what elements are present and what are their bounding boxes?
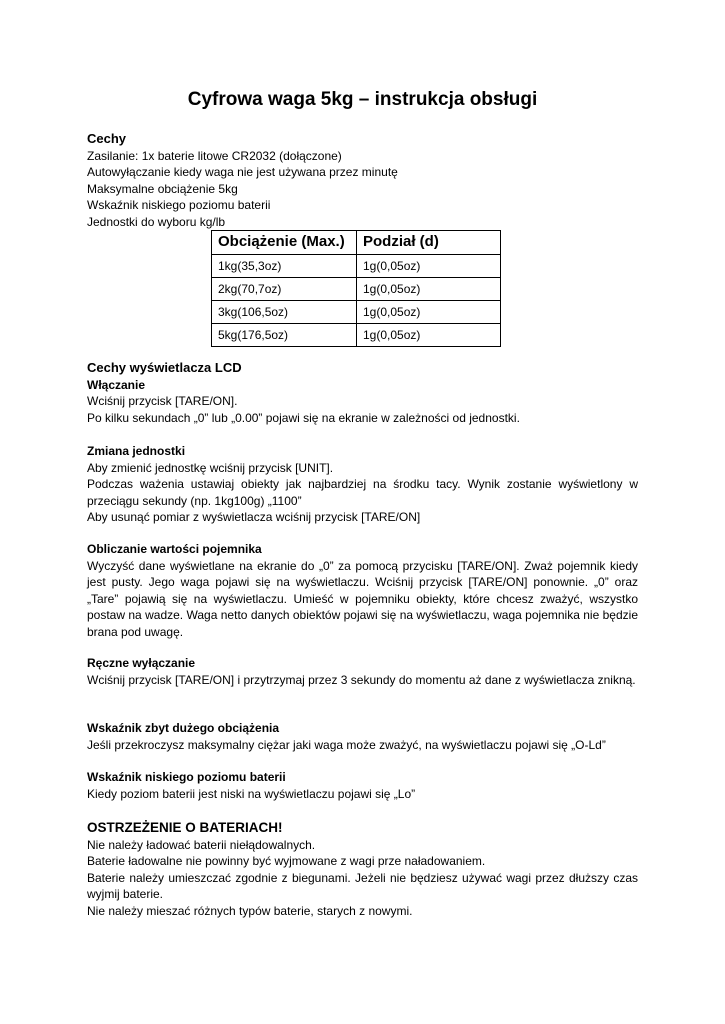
manual-off-section: [87, 655, 638, 688]
feature-line: Jednostki do wyboru kg/lb: [87, 214, 226, 229]
document-title: Cyfrowa waga 5kg – instrukcja obsługi: [187, 89, 538, 110]
table-cell: 1g(0,05oz): [357, 324, 501, 347]
feature-line: Maksymalne obciążenie 5kg: [87, 181, 238, 196]
low-battery-section: [87, 769, 638, 802]
features-heading: Cechy: [87, 131, 127, 146]
lcd-section: [87, 360, 638, 426]
unit-change-line: Aby zmienić jednostkę wciśnij przycisk [UNIT].: [87, 460, 334, 475]
battery-warning-line: Nie należy ładować baterii niełądowalnych.: [87, 837, 316, 852]
table-cell: 2kg(70,7oz): [212, 278, 357, 301]
capacity-table: [211, 230, 501, 347]
battery-warning-heading: OSTRZEŻENIE O BATERIACH!: [87, 820, 283, 835]
table-header-row: [212, 231, 501, 255]
power-on-line: Wciśnij przycisk [TARE/ON].: [87, 394, 238, 409]
table-header-division: Podział (d): [357, 231, 501, 255]
table-row: [212, 255, 501, 278]
power-on-heading: Włączanie: [87, 377, 146, 392]
table-header-load: Obciążenie (Max.): [212, 231, 357, 255]
unit-change-section: [87, 443, 638, 526]
table-row: [212, 278, 501, 301]
battery-warning-section: [87, 820, 638, 920]
power-on-line: Po kilku sekundach „0” lub „0.00” pojawi się na ekranie w zależności od jednostki.: [87, 410, 520, 425]
table-cell: 1g(0,05oz): [357, 278, 501, 301]
manual-off-heading: Ręczne wyłączanie: [87, 656, 196, 670]
table-cell: 1kg(35,3oz): [212, 255, 357, 278]
table-cell: 1g(0,05oz): [357, 255, 501, 278]
features-section: [87, 131, 638, 231]
unit-change-line: Aby usunąć pomiar z wyświetlacza wciśnij przycisk [TARE/ON]: [87, 510, 421, 525]
unit-change-heading: Zmiana jednostki: [87, 444, 186, 458]
feature-line: Wskaźnik niskiego poziomu baterii: [87, 198, 271, 213]
low-battery-line: Kiedy poziom baterii jest niski na wyświetlaczu pojawi się „Lo”: [87, 786, 416, 801]
overload-section: [87, 720, 638, 753]
table-row: [212, 301, 501, 324]
tare-heading: Obliczanie wartości pojemnika: [87, 542, 262, 556]
table-cell: 1g(0,05oz): [357, 301, 501, 324]
unit-change-paragraph: Podczas ważenia ustawiaj obiekty jak najbardziej na środku tacy. Wynik zostanie wyświetlony w przeciągu sekundy (np. 1kg100g) „1100”: [87, 477, 638, 508]
feature-line: Zasilanie: 1x baterie litowe CR2032 (dołączone): [87, 148, 342, 163]
low-battery-heading: Wskaźnik niskiego poziomu baterii: [87, 770, 286, 784]
overload-heading: Wskaźnik zbyt dużego obciążenia: [87, 721, 280, 735]
table-row: [212, 324, 501, 347]
tare-paragraph: Wyczyść dane wyświetlane na ekranie do „0” za pomocą przycisku [TARE/ON]. Zważ pojemnik kiedy jest pusty. Jego waga pojawi się na wyświetlaczu. Wciśnij przycisk [TARE/ON] ponownie. „0” oraz „Tare” pojawią się na wyświetlaczu. Umieść w pojemniku obiekty, które chcesz zważyć, wszystko postaw na wadze. Waga netto danych obiektów pojawi się na wyświetlaczu, waga pojemnika nie będzie brana pod uwagę.: [87, 558, 638, 639]
lcd-heading: Cechy wyświetlacza LCD: [87, 360, 242, 375]
tare-section: [87, 541, 638, 641]
battery-warning-paragraph: Baterie należy umieszczać zgodnie z biegunami. Jeżeli nie będziesz używać wagi przez dłuższy czas wyjmij baterie.: [87, 870, 638, 902]
battery-warning-line: Baterie ładowalne nie powinny być wyjmowane z wagi prze naładowaniem.: [87, 854, 486, 869]
feature-line: Autowyłączanie kiedy waga nie jest używana przez minutę: [87, 165, 398, 180]
battery-warning-line: Nie należy mieszać różnych typów baterie, starych z nowymi.: [87, 903, 413, 918]
table-cell: 5kg(176,5oz): [212, 324, 357, 347]
manual-off-paragraph: Wciśnij przycisk [TARE/ON] i przytrzymaj przez 3 sekundy do momentu aż dane z wyświetlacza znikną.: [87, 672, 636, 687]
table-cell: 3kg(106,5oz): [212, 301, 357, 324]
overload-line: Jeśli przekroczysz maksymalny ciężar jaki waga może zważyć, na wyświetlaczu pojawi się „O-Ld”: [87, 737, 606, 752]
